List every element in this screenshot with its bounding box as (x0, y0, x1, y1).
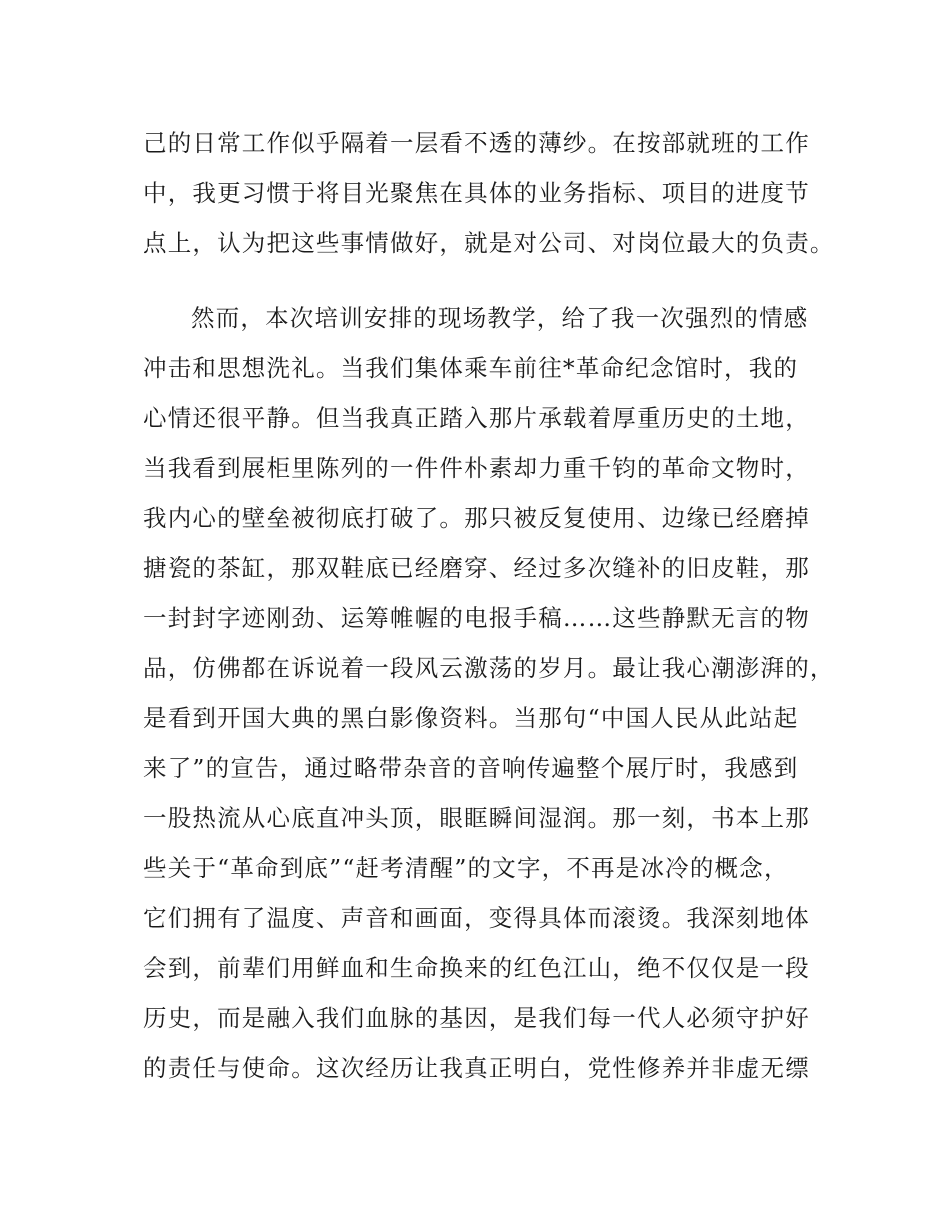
text-line: 冲击和思想洗礼。当我们集体乘车前往*革命纪念馆时，我的 (143, 354, 799, 382)
text-line: 历史，而是融入我们血脉的基因，是我们每一代人必须守护好 (143, 1004, 810, 1032)
document-body (143, 118, 843, 1093)
text-line: 点上，认为把这些事情做好，就是对公司、对岗位最大的负责。 (143, 229, 835, 257)
text-line: 然而，本次培训安排的现场教学，给了我一次强烈的情感 (191, 304, 809, 332)
paragraph-2 (143, 293, 843, 1093)
text-line: 是看到开国大典的黑白影像资料。当那句“中国人民从此站起 (143, 704, 799, 732)
text-line: 己的日常工作似乎隔着一层看不透的薄纱。在按部就班的工作 (143, 129, 810, 157)
text-line: 它们拥有了温度、声音和画面，变得具体而滚烫。我深刻地体 (143, 904, 810, 932)
text-line: 些关于“革命到底”“赶考清醒”的文字，不再是冰冷的概念， (143, 854, 789, 882)
text-line: 一封封字迹刚劲、运筹帷幄的电报手稿……这些静默无言的物 (143, 604, 810, 632)
text-line: 心情还很平静。但当我真正踏入那片承载着厚重历史的土地， (143, 404, 810, 432)
text-line: 品，仿佛都在诉说着一段风云激荡的岁月。最让我心潮澎湃的， (143, 654, 835, 682)
text-line: 一股热流从心底直冲头顶，眼眶瞬间湿润。那一刻，书本上那 (143, 804, 810, 832)
text-line: 我内心的壁垒被彻底打破了。那只被反复使用、边缘已经磨掉 (143, 504, 810, 532)
text-line: 当我看到展柜里陈列的一件件朴素却力重千钧的革命文物时， (143, 454, 810, 482)
paragraph-spacer (143, 268, 843, 293)
paragraph-1 (143, 118, 843, 268)
text-line: 搪瓷的茶缸，那双鞋底已经磨穿、经过多次缝补的旧皮鞋，那 (143, 554, 810, 582)
text-line: 来了”的宣告，通过略带杂音的音响传遍整个展厅时，我感到 (143, 754, 799, 782)
text-line: 的责任与使命。这次经历让我真正明白，党性修养并非虚无缥 (143, 1054, 810, 1082)
text-line: 中，我更习惯于将目光聚焦在具体的业务指标、项目的进度节 (143, 179, 810, 207)
text-line: 会到，前辈们用鲜血和生命换来的红色江山，绝不仅仅是一段 (143, 954, 810, 982)
